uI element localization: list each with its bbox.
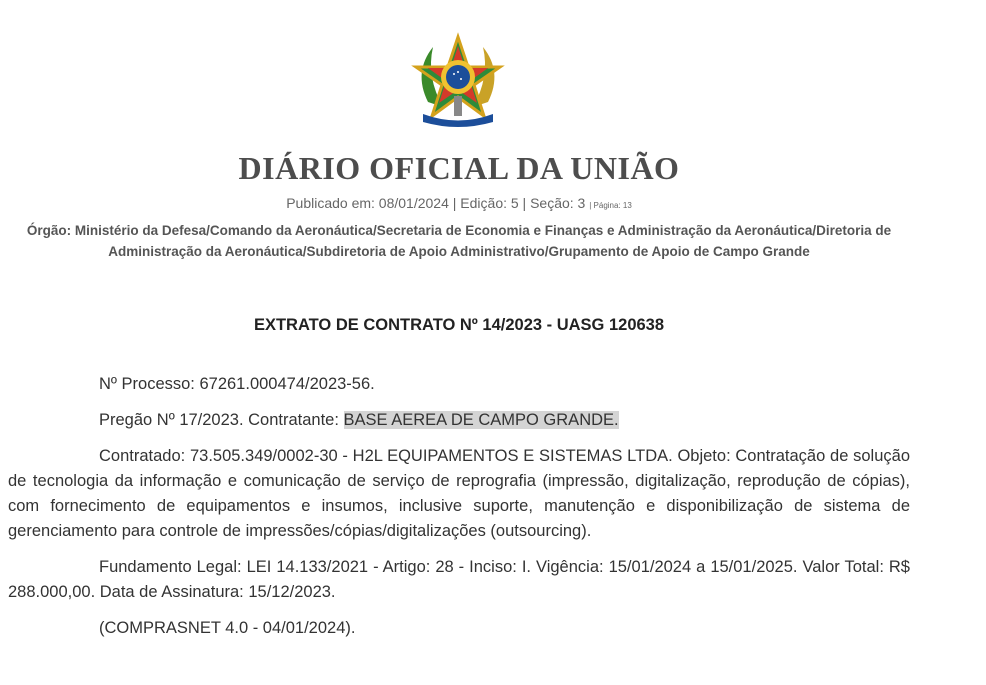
publication-details: Publicado em: 08/01/2024 | Edição: 5 | Seção: 3 xyxy=(286,195,586,211)
paragraph-processo: Nº Processo: 67261.000474/2023-56. xyxy=(99,375,375,393)
paragraph-pregao xyxy=(8,408,910,433)
organ-text: Órgão: Ministério da Defesa/Comando da Aeronáutica/Secretaria de Economia e Finanças e Administração da Aeronáutica/Diretoria de Administração da Aeronáutica/Subdiretoria de Apoio Administrativo/Grupamento de Apoio de Campo Grande xyxy=(26,223,892,259)
document-heading: EXTRATO DE CONTRATO Nº 14/2023 - UASG 120638 xyxy=(253,316,665,334)
paragraph-comprasnet: (COMPRASNET 4.0 - 04/01/2024). xyxy=(99,619,356,637)
page-title: DIÁRIO OFICIAL DA UNIÃO xyxy=(238,150,680,186)
paragraph-fundamento: Fundamento Legal: LEI 14.133/2021 - Artigo: 28 - Inciso: I. Vigência: 15/01/2024 a 15/01/2025. Valor Total: R$ 288.000,00. Data de Assinatura: 15/12/2023. xyxy=(8,558,910,601)
pregao-text: Pregão Nº 17/2023. Contratante: xyxy=(99,411,344,429)
paragraph-contratado: Contratado: 73.505.349/0002-30 - H2L EQUIPAMENTOS E SISTEMAS LTDA. Objeto: Contratação de solução de tecnologia da informação e comunicação de serviço de reprografia (impressão, digitalização, reprodução de cópias), com fornecimento de equipamentos e insumos, inclusive suporte, manutenção e disponibilização de sistema de gerenciamento para controle de impressões/cópias/digitalizações (outsourcing). xyxy=(8,447,910,540)
page-number: | Página: 13 xyxy=(589,201,632,210)
highlighted-contratante: BASE AEREA DE CAMPO GRANDE. xyxy=(343,411,619,429)
publication-info xyxy=(0,195,918,211)
brazil-coat-of-arms-emblem xyxy=(408,32,508,132)
document-body xyxy=(8,372,910,652)
